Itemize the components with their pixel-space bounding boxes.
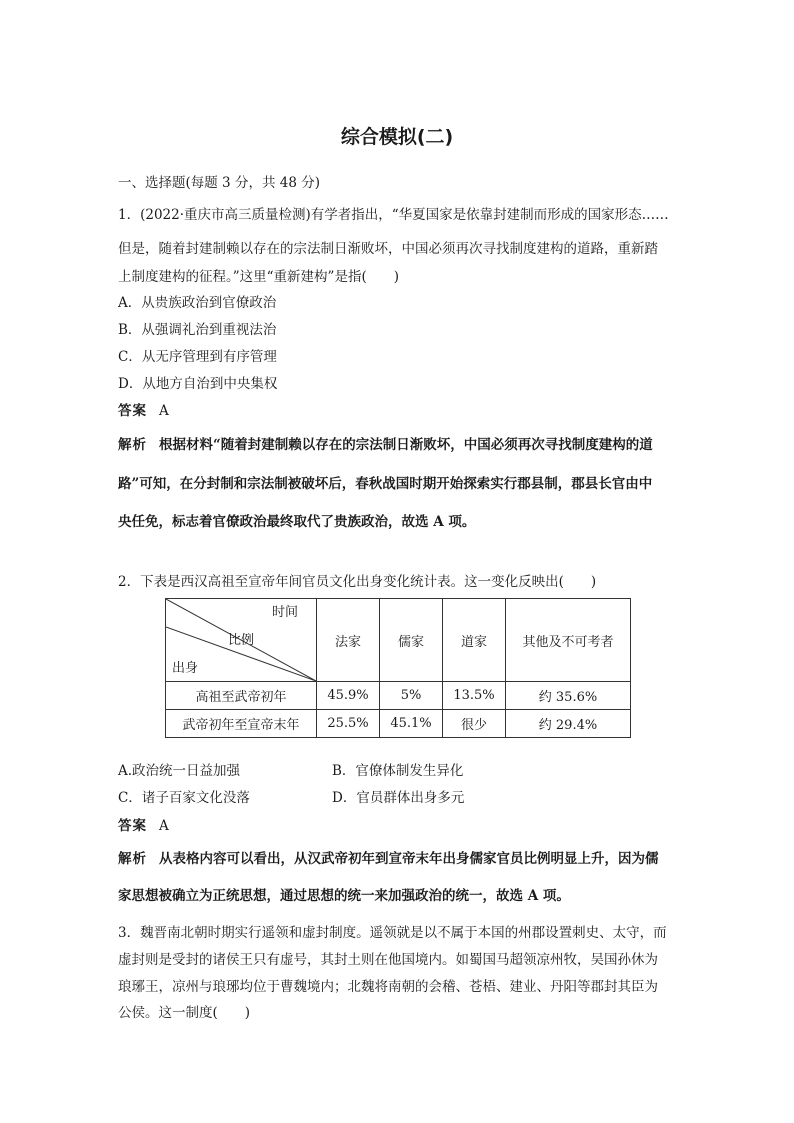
answer-label: 答案 xyxy=(118,818,147,834)
q2-option-d: D．官员群体出身多元 xyxy=(332,790,465,806)
table-header: 其他及不可考者 xyxy=(506,599,631,682)
q1-analysis-line-1 xyxy=(118,436,688,454)
table-cell: 约 35.6% xyxy=(506,682,631,710)
q1-analysis-line-2: 路”可知，在分封制和宗法制被破坏后，春秋战国时期开始探索实行郡县制，郡县长官由中 xyxy=(118,476,653,492)
q2-stem: 2．下表是西汉高祖至宣帝年间官员文化出身变化统计表。这一变化反映出( ) xyxy=(118,574,597,590)
q2-analysis-line-1 xyxy=(118,850,688,868)
section-heading: 一、选择题(每题 3 分，共 48 分) xyxy=(118,175,320,191)
q2-option-c: C．诸子百家文化没落 xyxy=(118,790,250,806)
analysis-label: 解析 xyxy=(118,851,147,867)
q1-number: 1． xyxy=(118,207,141,223)
q1-answer xyxy=(118,402,688,420)
corner-label-origin: 出身 xyxy=(172,661,199,676)
q3-stem-line-4: 公侯。这一制度( ) xyxy=(118,1005,251,1021)
table-header-row xyxy=(166,599,631,682)
corner-label-time: 时间 xyxy=(271,605,298,620)
answer-value: A xyxy=(159,403,169,419)
q2-options-row-2 xyxy=(118,789,688,807)
q1-stem-line-3: 上制度建构的征程。”这里“重新建构”是指( ) xyxy=(118,269,399,285)
answer-label: 答案 xyxy=(118,403,147,419)
page-title: 综合模拟(二) xyxy=(340,126,454,148)
q1-stem-line-1 xyxy=(118,206,688,224)
table-header: 法家 xyxy=(317,599,380,682)
q1-source: (2022·重庆市高三质量检测) xyxy=(140,207,311,223)
table-row xyxy=(166,710,631,738)
table-cell: 5% xyxy=(380,682,443,710)
q1-option-a: A．从贵族政治到官僚政治 xyxy=(118,295,277,311)
analysis-text: 根据材料“随着封建制赖以存在的宗法制日渐败坏，中国必须再次寻找制度建构的道 xyxy=(159,437,653,453)
table-cell: 45.9% xyxy=(317,682,380,710)
stats-table xyxy=(165,598,631,738)
table-cell-period: 武帝初年至宣帝末年 xyxy=(166,710,317,738)
q1-stem-text: 有学者指出，“华夏国家是依靠封建制而形成的国家形态…… xyxy=(310,207,669,223)
q3-stem-line-2: 虚封则是受封的诸侯王只有虚号，其封土则在他国境内。如蜀国马超领凉州牧，吴国孙休为 xyxy=(118,952,658,968)
answer-value: A xyxy=(159,818,169,834)
q1-stem-line-2: 但是，随着封建制赖以存在的宗法制日渐败坏，中国必须再次寻找制度建构的道路，重新踏 xyxy=(118,241,658,257)
q2-options-row-1 xyxy=(118,762,688,780)
table-cell: 约 29.4% xyxy=(506,710,631,738)
table-header: 道家 xyxy=(443,599,506,682)
corner-label-ratio: 比例 xyxy=(228,633,255,648)
q1-option-d: D．从地方自治到中央集权 xyxy=(118,376,278,392)
table-corner-cell xyxy=(166,599,317,682)
analysis-text: 从表格内容可以看出，从汉武帝初年到宣帝末年出身儒家官员比例明显上升，因为儒 xyxy=(159,851,659,867)
q2-analysis-line-2: 家思想被确立为正统思想，通过思想的统一来加强政治的统一，故选 A 项。 xyxy=(118,888,570,904)
q1-analysis-line-3: 央任免，标志着官僚政治最终取代了贵族政治，故选 A 项。 xyxy=(118,514,476,530)
analysis-label: 解析 xyxy=(118,437,147,453)
q1-option-c: C．从无序管理到有序管理 xyxy=(118,349,277,365)
q3-stem-line-1: 3．魏晋南北朝时期实行遥领和虚封制度。遥领就是以不属于本国的州郡设置刺史、太守，而 xyxy=(118,925,667,941)
table-header: 儒家 xyxy=(380,599,443,682)
table-cell: 45.1% xyxy=(380,710,443,738)
q2-option-a: A.政治统一日益加强 xyxy=(118,763,241,779)
q2-option-b: B．官僚体制发生异化 xyxy=(332,763,464,779)
table-cell: 13.5% xyxy=(443,682,506,710)
table-cell: 很少 xyxy=(443,710,506,738)
q1-option-b: B．从强调礼治到重视法治 xyxy=(118,322,277,338)
table-cell: 25.5% xyxy=(317,710,380,738)
q2-answer xyxy=(118,817,688,835)
table-cell-period: 高祖至武帝初年 xyxy=(166,682,317,710)
q3-stem-line-3: 琅琊王，凉州与琅琊均位于曹魏境内；北魏将南朝的会稽、苍梧、建业、丹阳等郡封其臣为 xyxy=(118,979,658,995)
table-row xyxy=(166,682,631,710)
